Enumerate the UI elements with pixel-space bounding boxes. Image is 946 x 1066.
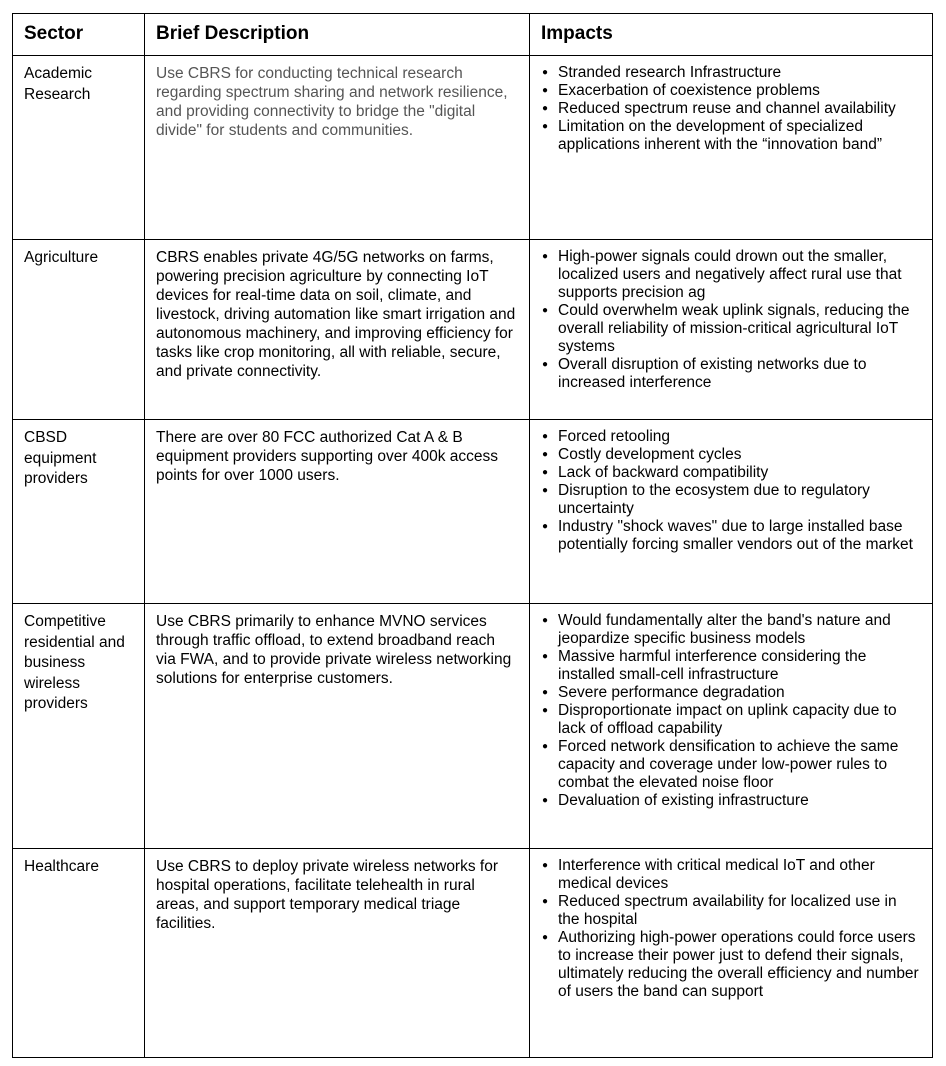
table-row: [13, 420, 933, 604]
sector-impacts-table: [12, 13, 933, 1058]
impact-item: ● Would fundamentally alter the band's nature and jeopardize specific business models: [541, 612, 922, 648]
impacts-list: [541, 612, 922, 810]
header-row: [13, 14, 933, 56]
impact-item: ● Could overwhelm weak uplink signals, reducing the overall reliability of mission-critical agricultural IoT systems: [541, 302, 922, 356]
impacts-cell: [530, 604, 933, 849]
impact-item: ● Overall disruption of existing networks due to increased interference: [541, 356, 922, 392]
impact-item: ● Industry "shock waves" due to large installed base potentially forcing smaller vendors out of the market: [541, 518, 922, 554]
impact-item: ● Disproportionate impact on uplink capacity due to lack of offload capability: [541, 702, 922, 738]
description-cell: Use CBRS for conducting technical research regarding spectrum sharing and network resilience, and providing connectivity to bridge the "digital divide" for students and communities.: [145, 56, 530, 240]
impact-item: ● Costly development cycles: [541, 446, 922, 464]
description-cell: CBRS enables private 4G/5G networks on farms, powering precision agriculture by connecting IoT devices for real-time data on soil, climate, and livestock, driving automation like smart irrigation and autonomous machinery, and improving efficiency for tasks like crop monitoring, all with reliable, secure, and private connectivity.: [145, 240, 530, 420]
table-row: [13, 604, 933, 849]
table-row: [13, 849, 933, 1058]
sector-cell: Healthcare: [13, 849, 145, 1058]
impacts-cell: [530, 849, 933, 1058]
sector-cell: Academic Research: [13, 56, 145, 240]
sector-cell: Competitive residential and business wireless providers: [13, 604, 145, 849]
impacts-cell: [530, 240, 933, 420]
impact-item: ● Reduced spectrum availability for localized use in the hospital: [541, 893, 922, 929]
impacts-list: [541, 428, 922, 554]
description-cell: There are over 80 FCC authorized Cat A & B equipment providers supporting over 400k access points for over 1000 users.: [145, 420, 530, 604]
impact-item: ● Forced network densification to achieve the same capacity and coverage under low-power rules to combat the elevated noise floor: [541, 738, 922, 792]
impact-item: ● Severe performance degradation: [541, 684, 922, 702]
impacts-cell: [530, 56, 933, 240]
impact-item: ● Disruption to the ecosystem due to regulatory uncertainty: [541, 482, 922, 518]
impact-item: ● Stranded research Infrastructure: [541, 64, 922, 82]
impact-item: ● Limitation on the development of specialized applications inherent with the “innovation band”: [541, 118, 922, 154]
description-cell: Use CBRS to deploy private wireless networks for hospital operations, facilitate telehealth in rural areas, and support temporary medical triage facilities.: [145, 849, 530, 1058]
impacts-list: [541, 64, 922, 154]
impact-item: ● Devaluation of existing infrastructure: [541, 792, 922, 810]
impact-item: ● Interference with critical medical IoT and other medical devices: [541, 857, 922, 893]
header-impacts: Impacts: [530, 14, 933, 56]
header-description: Brief Description: [145, 14, 530, 56]
impact-item: ● Lack of backward compatibility: [541, 464, 922, 482]
impact-item: ● Reduced spectrum reuse and channel availability: [541, 100, 922, 118]
impact-item: ● Exacerbation of coexistence problems: [541, 82, 922, 100]
impacts-list: [541, 857, 922, 1001]
impact-item: ● Authorizing high-power operations could force users to increase their power just to defend their signals, ultimately reducing the overall efficiency and number of users the band can support: [541, 929, 922, 1001]
impact-item: ● Forced retooling: [541, 428, 922, 446]
impacts-cell: [530, 420, 933, 604]
sector-cell: Agriculture: [13, 240, 145, 420]
table-row: [13, 56, 933, 240]
impacts-list: [541, 248, 922, 392]
header-sector: Sector: [13, 14, 145, 56]
impact-item: ● High-power signals could drown out the smaller, localized users and negatively affect rural use that supports precision ag: [541, 248, 922, 302]
description-cell: Use CBRS primarily to enhance MVNO services through traffic offload, to extend broadband reach via FWA, and to provide private wireless networking solutions for enterprise customers.: [145, 604, 530, 849]
sector-cell: CBSD equipment providers: [13, 420, 145, 604]
table-row: [13, 240, 933, 420]
impact-item: ● Massive harmful interference considering the installed small-cell infrastructure: [541, 648, 922, 684]
